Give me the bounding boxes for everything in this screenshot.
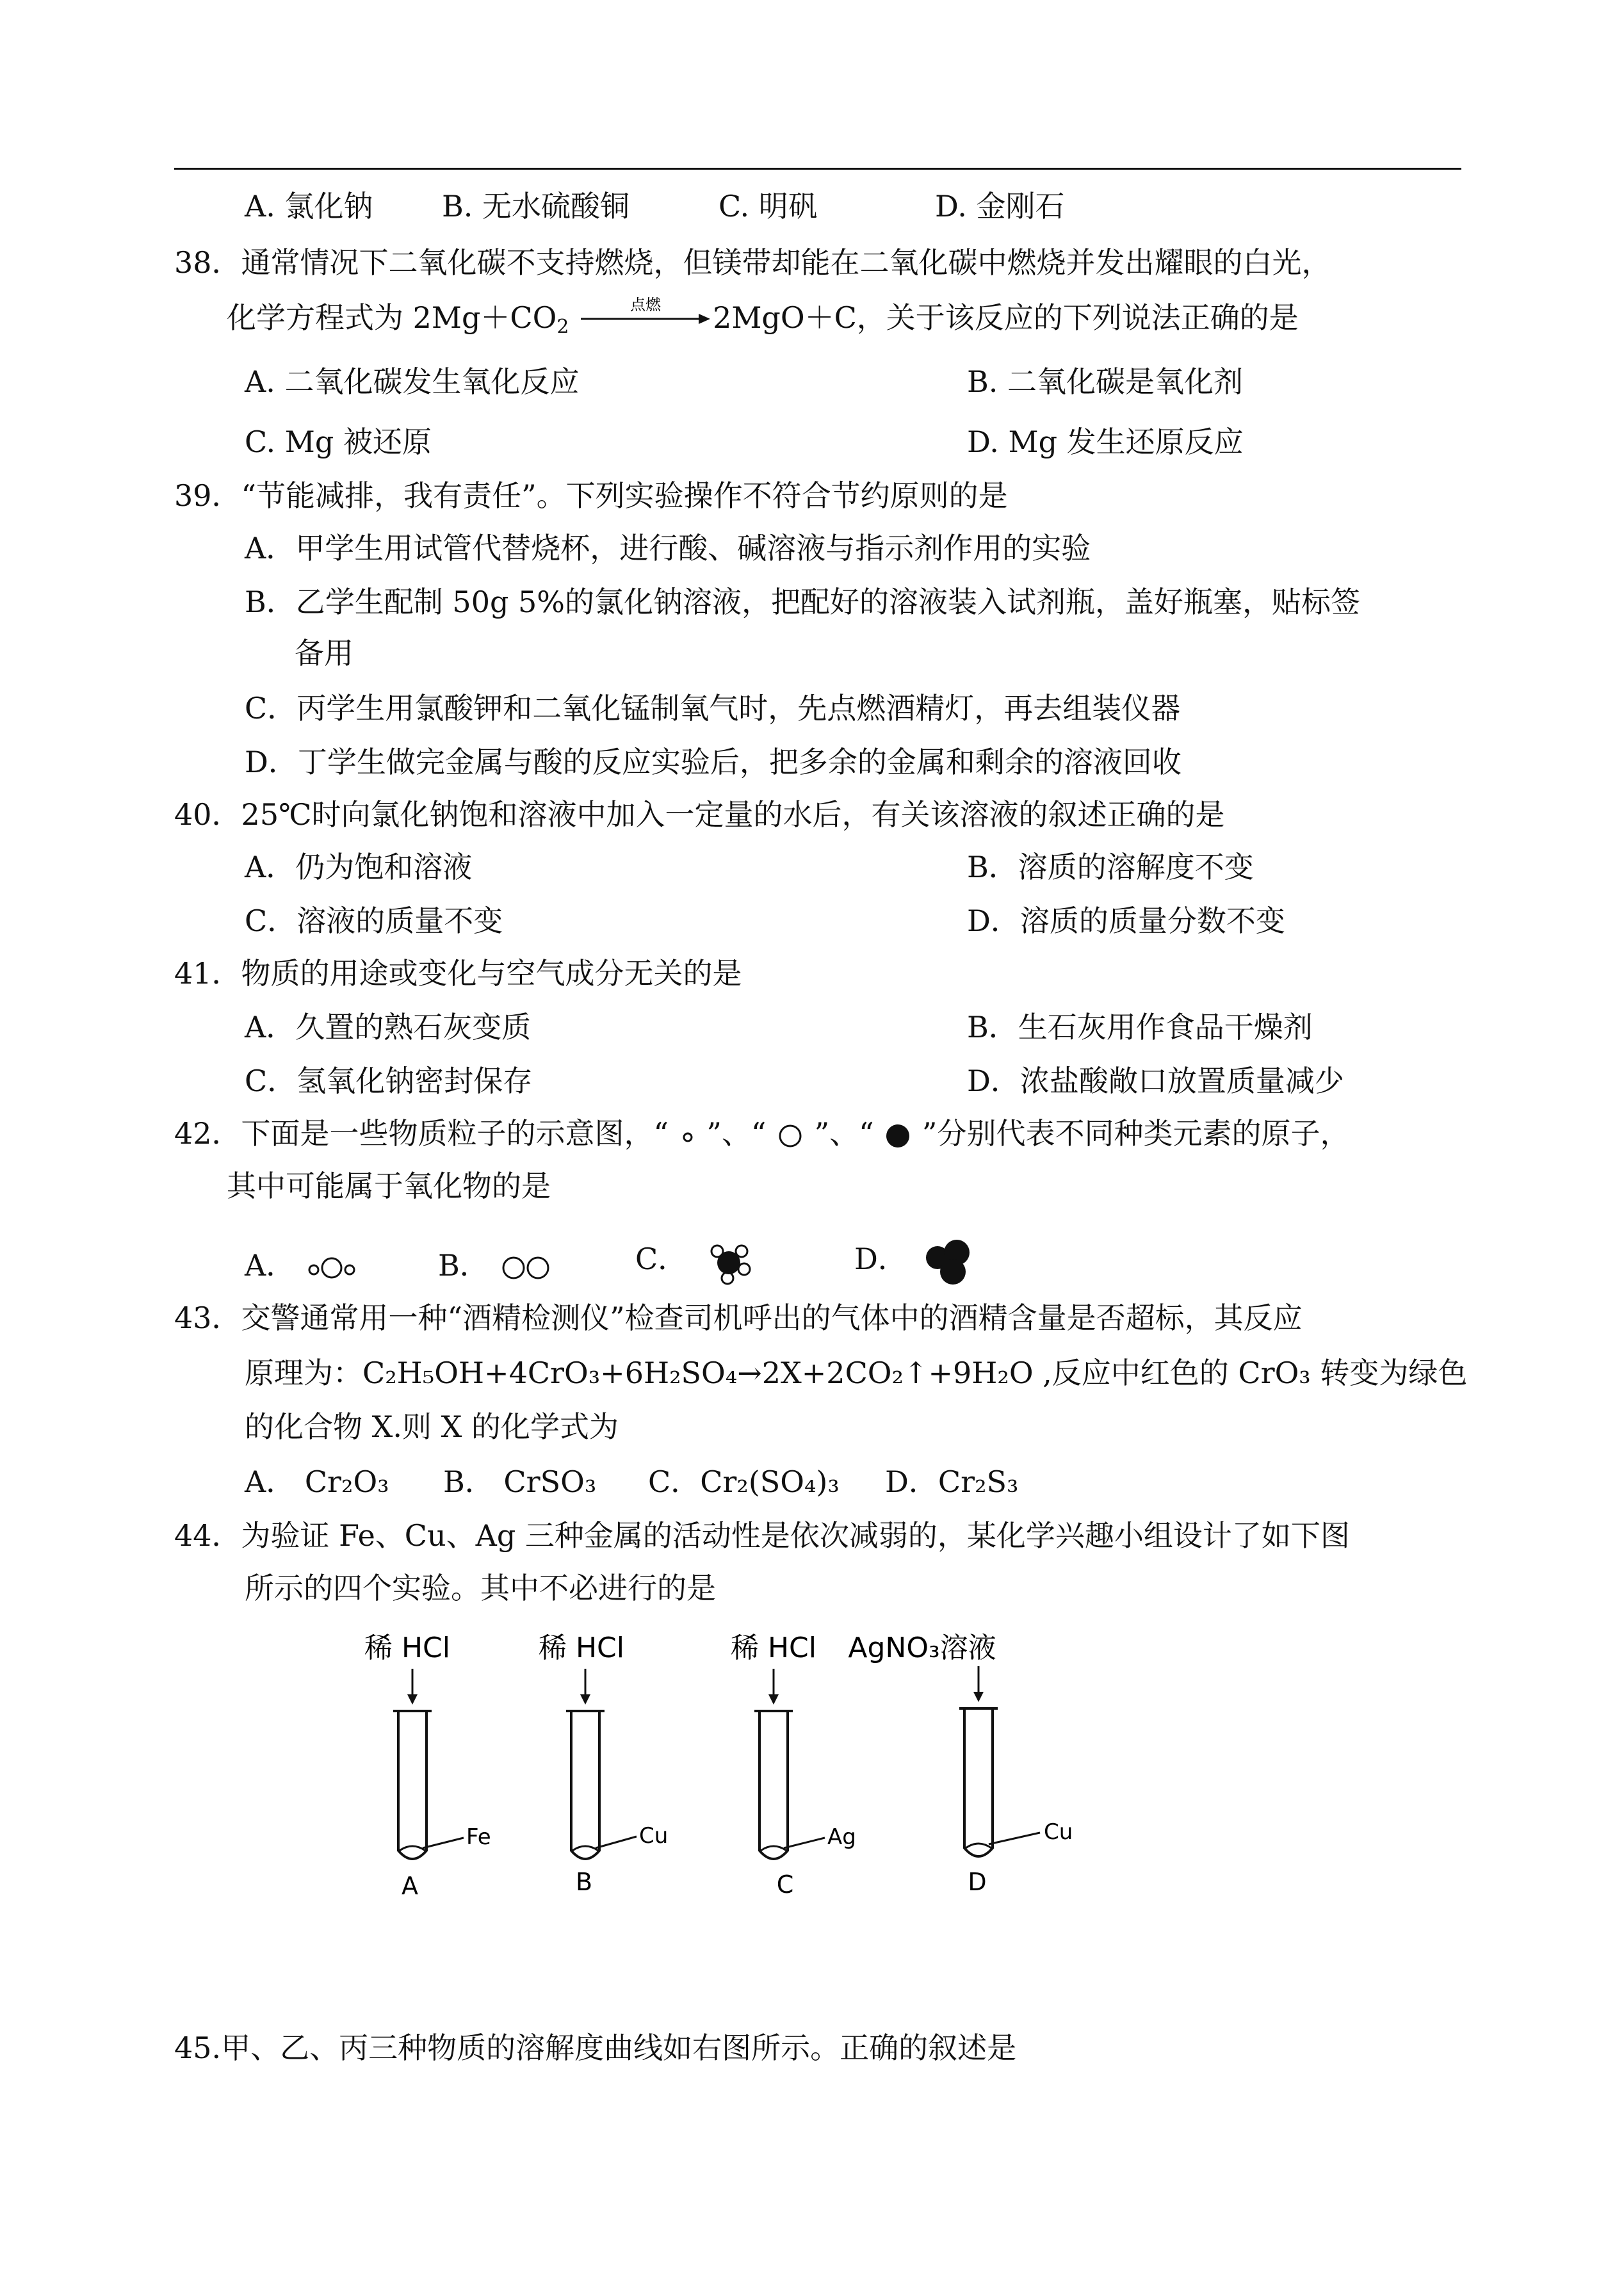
q40-option-c[interactable]: C．溶液的质量不变 xyxy=(245,904,503,938)
q41-option-c[interactable]: C．氢氧化钠密封保存 xyxy=(245,1064,533,1098)
q38-stem2-a: 化学方程式为 2Mg＋CO xyxy=(227,300,557,335)
small-atom-icon xyxy=(678,1123,697,1149)
q42-stem-line2: 其中可能属于氧化物的是 xyxy=(227,1169,551,1203)
q39-stem-text: “节能减排，我有责任”。下列实验操作不符合节约原则的是 xyxy=(241,478,1008,513)
tube-d xyxy=(848,1632,1073,1896)
q38-option-a[interactable]: A. 二氧化碳发生氧化反应 xyxy=(245,364,580,399)
q38-option-d[interactable]: D. Mg 发生还原反应 xyxy=(967,425,1244,459)
tube-b-metal: Cu xyxy=(639,1823,669,1849)
q43-stem-line2: 原理为：C₂H₅OH+4CrO₃+6H₂SO₄→2X+2CO₂↑+9H₂O ,反应中红色的 CrO₃ 转变为绿色 xyxy=(245,1356,1468,1390)
large-filled-atom-icon xyxy=(883,1121,913,1151)
q41-number: 41． xyxy=(174,956,241,991)
q41-stem-text: 物质的用途或变化与空气成分无关的是 xyxy=(241,956,742,991)
tube-c-reagent: 稀 HCl xyxy=(730,1632,817,1664)
q43-stem-line3: 的化合物 X.则 X 的化学式为 xyxy=(245,1409,619,1444)
q42-option-a[interactable] xyxy=(245,1246,369,1285)
q43-option-c[interactable]: C．Cr₂(SO₄)₃ xyxy=(648,1464,840,1499)
q37-option-c[interactable]: C. 明矾 xyxy=(719,189,818,223)
tube-a-metal: Fe xyxy=(466,1824,491,1850)
q41-option-b[interactable]: B．生石灰用作食品干燥剂 xyxy=(967,1010,1313,1044)
molecule-d-icon xyxy=(917,1236,987,1287)
q37-option-b[interactable]: B. 无水硫酸铜 xyxy=(442,189,630,223)
q39-option-a[interactable]: A．甲学生用试管代替烧杯，进行酸、碱溶液与指示剂作用的实验 xyxy=(245,531,1091,565)
q45-stem-text: 甲、乙、丙三种物质的溶解度曲线如右图所示。正确的叙述是 xyxy=(221,2031,1017,2065)
reaction-arrow xyxy=(578,297,713,333)
q38-stem-line1 xyxy=(174,243,1331,282)
tube-c-label: C xyxy=(776,1870,794,1899)
tube-c xyxy=(731,1632,856,1899)
q37-option-a[interactable]: A. 氯化钠 xyxy=(245,189,373,223)
q40-stem xyxy=(174,795,1225,834)
tube-d-metal: Cu xyxy=(1044,1819,1073,1845)
q40-option-a[interactable]: A．仍为饱和溶液 xyxy=(245,850,473,884)
q40-number: 40． xyxy=(174,797,241,832)
q43-number: 43． xyxy=(174,1301,241,1335)
arrow-label: 点燃 xyxy=(630,297,662,314)
q43-option-b[interactable]: B． CrSO₃ xyxy=(443,1464,597,1499)
q40-option-d[interactable]: D．溶质的质量分数不变 xyxy=(967,904,1285,938)
q42-stem1-a: 下面是一些物质粒子的示意图，“ xyxy=(241,1116,669,1151)
q41-stem xyxy=(174,954,742,993)
q42-option-c[interactable] xyxy=(635,1236,767,1287)
q38-co2-subscript: 2 xyxy=(556,316,569,338)
test-tube-diagram xyxy=(346,1626,1114,1908)
q41-option-d[interactable]: D．浓盐酸敞口放置质量减少 xyxy=(967,1064,1344,1098)
tube-c-metal: Ag xyxy=(827,1824,856,1850)
q45-number: 45. xyxy=(174,2031,222,2065)
q38-option-b[interactable]: B. 二氧化碳是氧化剂 xyxy=(967,364,1244,399)
q44-stem1: 为验证 Fe、Cu、Ag 三种金属的活动性是依次减弱的，某化学兴趣小组设计了如下图 xyxy=(241,1518,1350,1553)
q42-number: 42． xyxy=(174,1116,241,1151)
tube-d-label: D xyxy=(968,1868,987,1896)
q38-option-c[interactable]: C. Mg 被还原 xyxy=(245,425,432,459)
q39-number: 39． xyxy=(174,478,241,513)
tube-a-reagent: 稀 HCl xyxy=(364,1632,451,1664)
q42-stem1-b: ”、“ xyxy=(706,1116,767,1151)
molecule-a-icon xyxy=(305,1252,369,1284)
q38-stem-line2 xyxy=(227,298,1299,346)
q40-option-b[interactable]: B．溶质的溶解度不变 xyxy=(967,850,1254,884)
molecule-b-icon xyxy=(498,1252,562,1284)
q39-stem xyxy=(174,476,1008,515)
q37-option-d[interactable]: D. 金刚石 xyxy=(935,189,1065,223)
tube-a xyxy=(364,1632,491,1900)
q39-option-b-cont: 备用 xyxy=(295,636,353,670)
tube-b-label: B xyxy=(575,1868,593,1896)
q43-stem-line1 xyxy=(174,1299,1303,1337)
q39-option-b[interactable]: B．乙学生配制 50g 5%的氯化钠溶液，把配好的溶液装入试剂瓶，盖好瓶塞，贴标签 xyxy=(245,585,1361,619)
q42-stem-line1 xyxy=(174,1114,1349,1153)
q38-number: 38． xyxy=(174,245,241,280)
header-rule xyxy=(174,168,1461,170)
q39-option-c[interactable]: C．丙学生用氯酸钾和二氧化锰制氧气时，先点燃酒精灯，再去组装仪器 xyxy=(245,691,1181,726)
molecule-c-icon xyxy=(697,1236,767,1287)
tube-b xyxy=(539,1632,668,1896)
q42-stem1-d: ”分别代表不同种类元素的原子， xyxy=(922,1116,1350,1151)
q45-stem xyxy=(174,2029,1016,2067)
tube-a-label: A xyxy=(402,1872,418,1900)
q43-option-d[interactable]: D．Cr₂S₃ xyxy=(885,1464,1019,1499)
q42-stem1-c: ”、“ xyxy=(814,1116,874,1151)
q42-option-d[interactable] xyxy=(854,1236,987,1287)
q42-option-d-label: D． xyxy=(854,1242,907,1276)
q42-option-b-label: B． xyxy=(438,1248,489,1283)
tube-b-reagent: 稀 HCl xyxy=(538,1632,625,1664)
q42-option-c-label: C． xyxy=(635,1242,688,1276)
q44-number: 44． xyxy=(174,1518,241,1553)
q43-option-a[interactable]: A． Cr₂O₃ xyxy=(245,1464,389,1499)
q40-stem-text: 25℃时向氯化钠饱和溶液中加入一定量的水后，有关该溶液的叙述正确的是 xyxy=(241,797,1225,832)
medium-open-atom-icon xyxy=(775,1121,805,1151)
q44-stem-line1 xyxy=(174,1516,1350,1555)
q43-stem1: 交警通常用一种“酒精检测仪”检查司机呼出的气体中的酒精含量是否超标，其反应 xyxy=(241,1301,1303,1335)
q41-option-a[interactable]: A．久置的熟石灰变质 xyxy=(245,1010,532,1044)
q39-option-d[interactable]: D．丁学生做完金属与酸的反应实验后，把多余的金属和剩余的溶液回收 xyxy=(245,745,1181,779)
q38-stem1: 通常情况下二氧化碳不支持燃烧，但镁带却能在二氧化碳中燃烧并发出耀眼的白光， xyxy=(241,245,1331,280)
tube-d-reagent: AgNO₃溶液 xyxy=(848,1632,996,1664)
q44-stem-line2: 所示的四个实验。其中不必进行的是 xyxy=(245,1571,716,1605)
q42-option-a-label: A． xyxy=(245,1248,296,1283)
q42-option-b[interactable] xyxy=(438,1246,562,1285)
q38-stem2-b: 2MgO＋C，关于该反应的下列说法正确的是 xyxy=(713,300,1299,335)
